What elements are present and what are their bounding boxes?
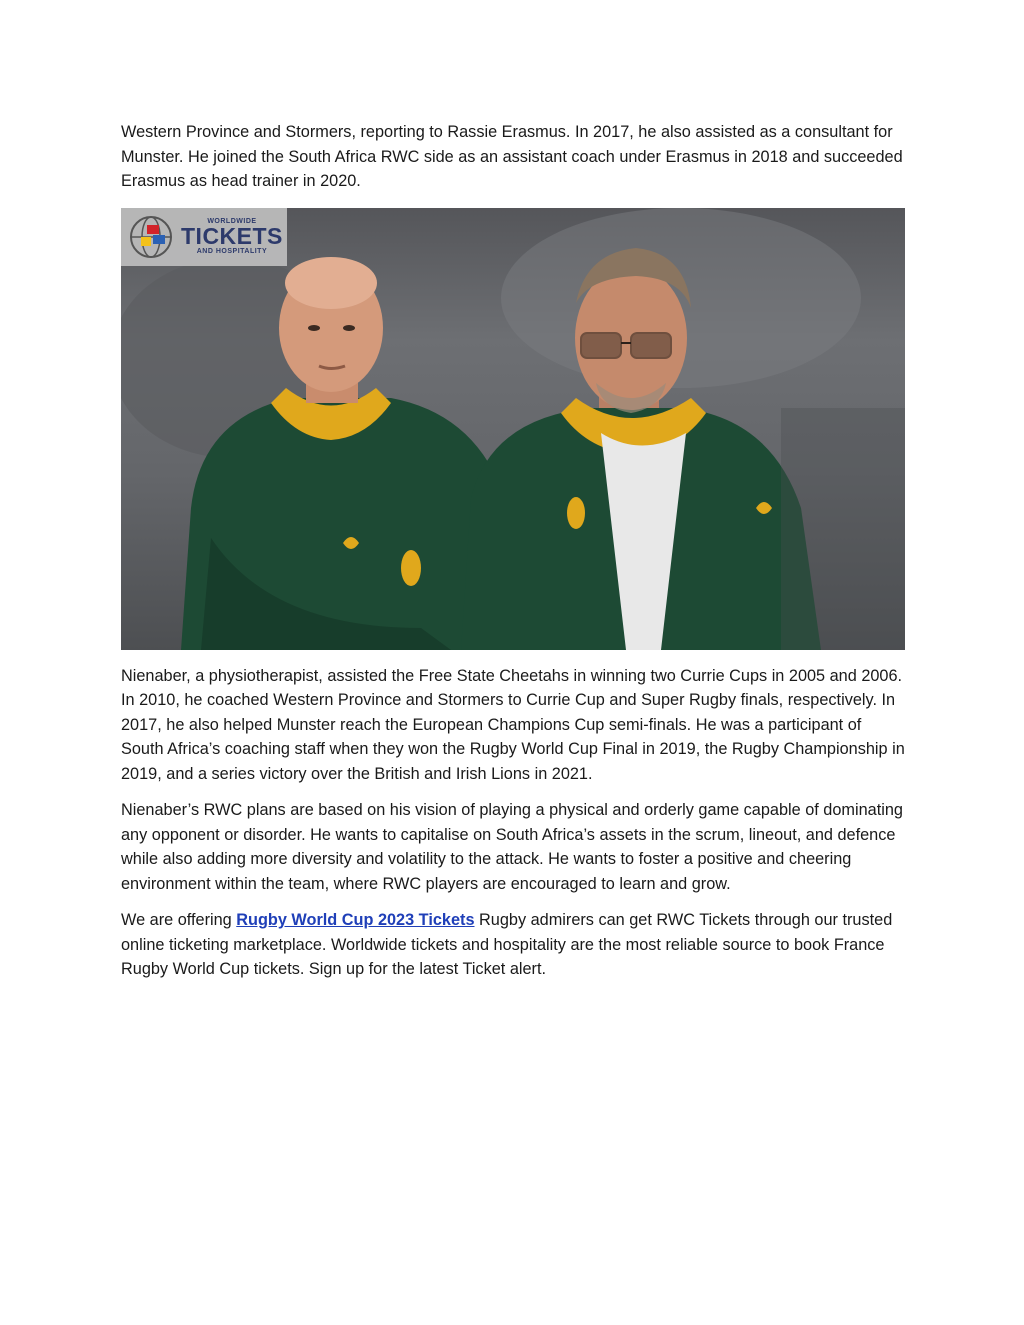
plans-paragraph: Nienaber’s RWC plans are based on his vision of playing a physical and orderly game capable of dominating any opponent or disorder. He wants to capitalise on South Africa’s assets in the scrum, lineout, and defence while also adding more diversity and volatility to the attack. He wants to foster a positive and cheering environment within the team, where RWC players are encouraged to learn and grow.	[121, 801, 903, 893]
offer-paragraph	[121, 908, 907, 982]
logo-line-3: AND HOSPITALITY	[196, 248, 268, 255]
logo-line-2: TICKETS	[181, 223, 283, 249]
globe-icon	[123, 211, 179, 263]
rugby-world-cup-tickets-link[interactable]: Rugby World Cup 2023 Tickets	[236, 911, 475, 929]
watermark-logo	[121, 208, 287, 266]
offer-prefix: We are offering	[121, 911, 237, 929]
intro-paragraph: Western Province and Stormers, reporting to Rassie Erasmus. In 2017, he also assisted as a consultant for Munster. He joined the South Africa RWC side as an assistant coach under Erasmus in 2018 and succeeded Erasmus as head trainer in 2020.	[121, 123, 903, 190]
career-paragraph: Nienaber, a physiotherapist, assisted the Free State Cheetahs in winning two Currie Cups in 2005 and 2006. In 2010, he coached Western Province and Stormers to Currie Cup and Super Rugby finals, respectively. In 2017, he also helped Munster reach the European Champions Cup semi-finals. He was a participant of South Africa’s coaching staff when they won the Rugby World Cup Final in 2019, the Rugby Championship in 2019, and a series victory over the British and Irish Lions in 2021.	[121, 666, 905, 783]
photo-illustration	[121, 208, 905, 650]
logo-line-1: WORLDWIDE	[207, 218, 257, 225]
document-page	[121, 120, 907, 994]
coaches-photo	[121, 208, 905, 650]
offer-suffix: Rugby admirers can get RWC Tickets through our trusted online ticketing marketplace. Worldwide tickets and hospitality are the most reliable source to book France Rugby World Cup tickets. Sign up for the latest Ticket alert.	[121, 911, 893, 978]
